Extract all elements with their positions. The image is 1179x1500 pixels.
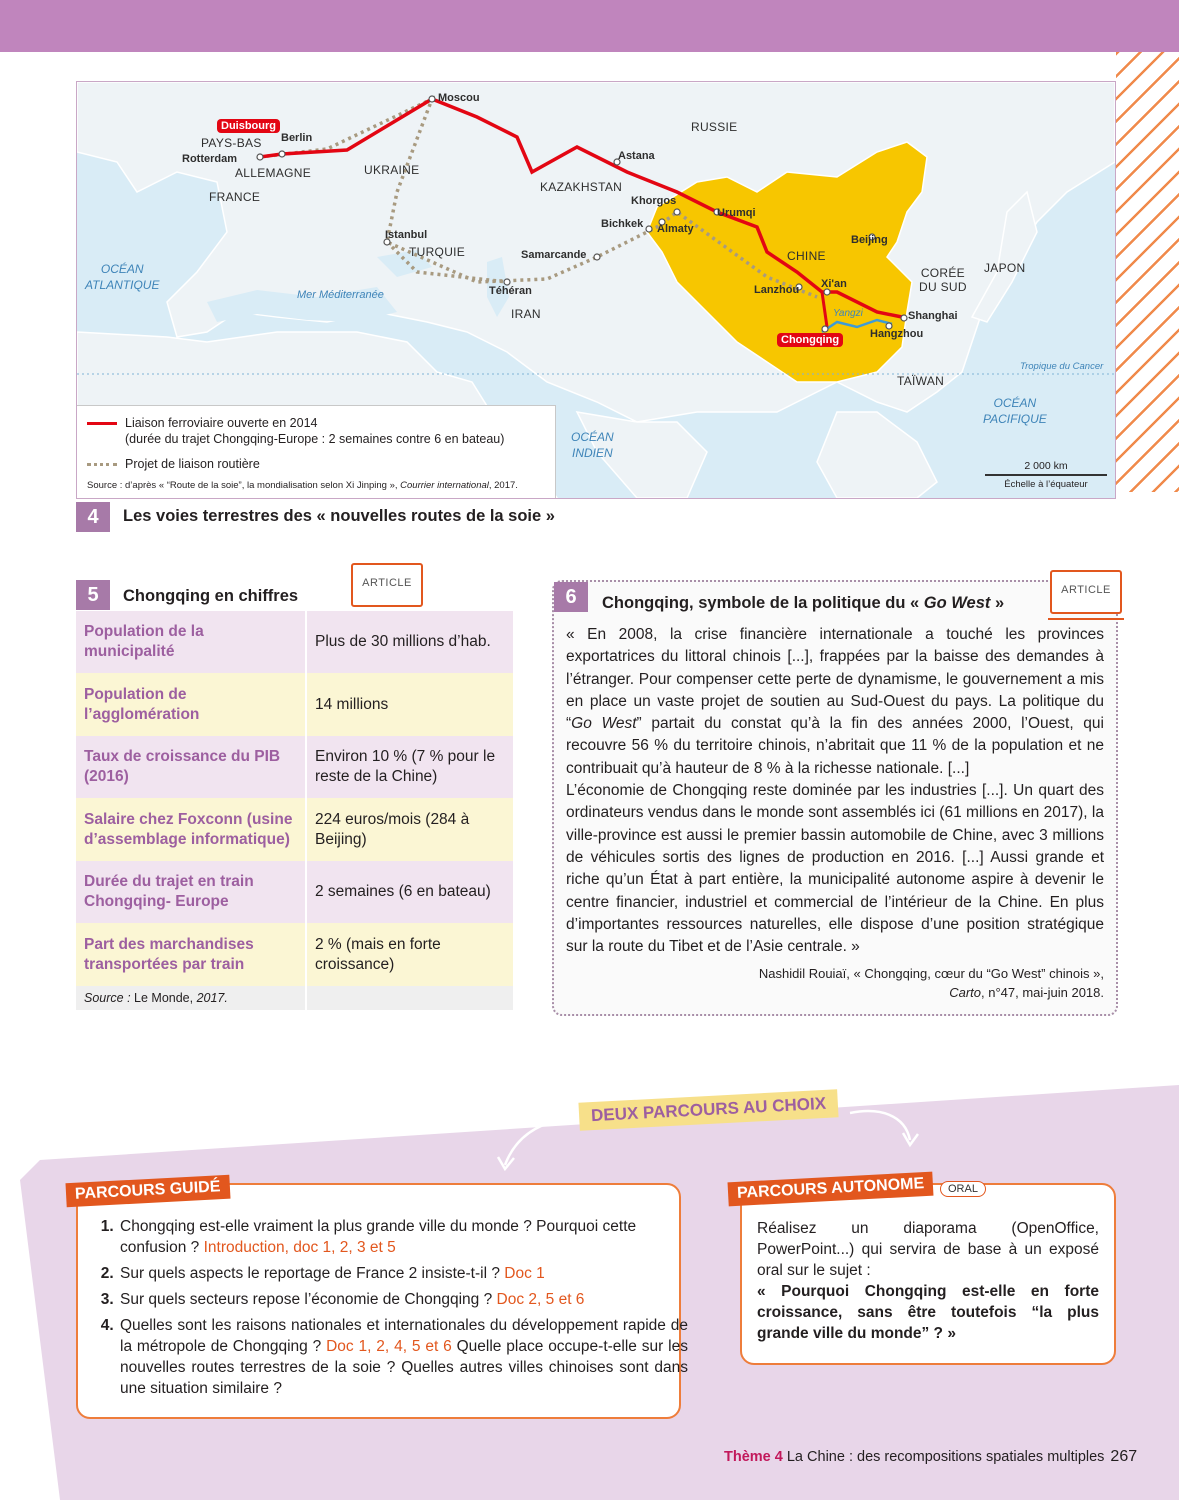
doc6-citation-line2: , n°47, mai-juin 2018. [981, 985, 1104, 1000]
label-xian: Xi'an [821, 278, 847, 290]
doc6-text [566, 624, 1104, 958]
doc6-number: 6 [554, 582, 588, 612]
city-point-chongqing [822, 326, 828, 332]
scale-note: Échelle à l’équateur [1004, 479, 1088, 490]
doc6-paragraph-1-end: ” partait du constat qu’à la fin des années 2000, l’Ouest, qui recouvre 56 % du territoire chinois, n’abritait que 11 % de la population et ne contribuait qu’à hauteur de 8 % à la richesse nationale. [...] [566, 715, 1104, 777]
table-source-text: Le Monde, [130, 991, 197, 1005]
label-istanbul: Istanbul [385, 229, 428, 241]
legend-road-swatch [87, 463, 117, 466]
label-coree: CORÉE DU SUD [919, 266, 967, 294]
table-row [76, 923, 513, 986]
label-lanzhou: Lanzhou [754, 284, 800, 296]
autonomous-path-tab: PARCOURS AUTONOME [728, 1172, 934, 1207]
label-astana: Astana [618, 150, 655, 162]
doc6-paragraph-2: L’économie de Chongqing reste dominée par les industries [...]. Un quart des ordinateurs vendus dans le monde sont assemblés ici (61 millions en 2017), la ville-province est aussi le premier bassin automobile de Chine, avec 3 millions de véhicules sortis des lignes de production en 2016. [...] Aussi grande et riche qu’un État à part entière, la municipalité autonome aspire à devenir le centre financier, industriel et commercial de l’intérieur de la Chine. En plus d’importantes ressources naturelles, elle dispose d’une position stratégique sur la route du Tibet et de l’Asie centrale. » [566, 782, 1104, 956]
duisbourg-highlight: Duisbourg [217, 119, 280, 133]
two-paths-title: DEUX PARCOURS AU CHOIX [578, 1089, 838, 1131]
doc4-title: Les voies terrestres des « nouvelles routes de la soie » [123, 507, 555, 525]
label-samarcande: Samarcande [521, 249, 587, 261]
label-chine: CHINE [787, 249, 826, 263]
label-ocean-pacifique: OCÉAN PACIFIQUE [983, 396, 1047, 426]
city-point-berlin [279, 151, 285, 157]
chongqing-stats-table [76, 611, 513, 1010]
doc6-title-suffix: » [990, 594, 1005, 612]
label-teheran: Téhéran [489, 285, 532, 297]
row-value: 2 semaines (6 en bateau) [306, 861, 513, 923]
legend-source-journal: Courrier international [400, 480, 489, 491]
city-point-bichkek [646, 226, 652, 232]
doc4-number: 4 [76, 502, 110, 532]
label-beijing: Beijing [851, 234, 888, 246]
legend-source-prefix: Source : d’après « “Route de la soie”, la mondialisation selon Xi Jinping », [87, 480, 401, 491]
row-value: 2 % (mais en forte croissance) [306, 923, 513, 986]
label-yangzi: Yangzi [833, 308, 863, 319]
autonomous-instruction: Réalisez un diaporama (OpenOffice, PowerPoint...) qui servira de base à un exposé oral sur le sujet : [757, 1220, 1099, 1279]
row-key: Population de la municipalité [76, 611, 306, 673]
legend-rail-detail: (durée du trajet Chongqing-Europe : 2 semaines contre 6 en bateau) [125, 432, 505, 446]
city-point-khorgos [674, 209, 680, 215]
legend-rail-label: Liaison ferroviaire ouverte en 2014 [125, 416, 318, 430]
legend-rail [87, 416, 317, 430]
doc6-title-prefix: Chongqing, symbole de la politique du « [602, 594, 924, 612]
label-taiwan: TAÏWAN [897, 374, 945, 388]
question-text: Sur quels aspects le reportage de France 2 insiste-t-il ? [120, 1265, 505, 1282]
map-scale [985, 460, 1107, 490]
question-ref: Doc 1 [504, 1265, 545, 1282]
table-row [76, 861, 513, 923]
list-item [118, 1216, 688, 1258]
doc6-title-em: Go West [923, 594, 991, 612]
table-source-row [76, 986, 513, 1010]
doc6-paragraph-1-em: Go West [571, 715, 637, 733]
label-hangzhou: Hangzhou [870, 328, 924, 340]
row-key: Salaire chez Foxconn (usine d’assemblage informatique) [76, 798, 306, 861]
question-text: Chongqing est-elle vraiment la plus grande ville du monde ? Pourquoi cette confusion ? [120, 1218, 637, 1256]
label-allemagne: ALLEMAGNE [235, 166, 312, 180]
doc6-title [602, 594, 1004, 613]
list-item [118, 1289, 688, 1310]
footer-theme: Thème 4 [724, 1449, 783, 1465]
row-value: Plus de 30 millions d’hab. [306, 611, 513, 673]
top-banner [0, 0, 1179, 52]
label-ukraine: UKRAINE [364, 163, 420, 177]
row-value: 224 euros/mois (284 à Beijing) [306, 798, 513, 861]
row-key: Population de l’agglomération [76, 673, 306, 736]
label-urumqi: Urumqi [717, 207, 756, 219]
label-russie: RUSSIE [691, 120, 738, 134]
label-france: FRANCE [209, 190, 261, 204]
row-key: Taux de croissance du PIB (2016) [76, 736, 306, 798]
label-bichkek: Bichkek [601, 218, 644, 230]
doc6-article-tag: ARTICLE [1050, 570, 1122, 614]
guided-questions [96, 1216, 688, 1404]
legend-road-label: Projet de liaison routière [125, 457, 260, 471]
row-value: Environ 10 % (7 % pour le reste de la Chine) [306, 736, 513, 798]
doc6-citation [584, 964, 1104, 1002]
label-rotterdam: Rotterdam [182, 153, 238, 165]
silk-road-map [76, 81, 1116, 499]
label-ocean-indien: OCÉAN INDIEN [571, 430, 614, 460]
scale-distance: 2 000 km [1024, 460, 1068, 472]
legend-source [87, 480, 518, 491]
doc5-number: 5 [76, 580, 110, 610]
page-footer [724, 1448, 1137, 1466]
list-item [118, 1315, 688, 1399]
city-point-duisbourg [257, 154, 263, 160]
question-text: Sur quels secteurs repose l’économie de Chongqing ? [120, 1291, 497, 1308]
table-source-label: Source : [84, 991, 131, 1005]
city-point-samarcande [594, 254, 600, 260]
question-ref: Doc 1, 2, 4, 5 et 6 [326, 1338, 452, 1355]
label-khorgos: Khorgos [631, 195, 677, 207]
label-duisbourg [217, 120, 280, 132]
map-legend [77, 405, 556, 498]
doc6-paragraph-1: « En 2008, la crise financière internationale a touché les provinces exportatrices du littoral chinois [...], frappées par la baisse des demandes à l’étranger. Pour compenser cette perte de dynamisme, le gouvernement a mis en place un vaste projet de soutien au Sud-Ouest du pays. La politique du “ [566, 626, 1104, 733]
table-row [76, 736, 513, 798]
table-row [76, 798, 513, 861]
label-moscou: Moscou [438, 92, 480, 104]
table-row [76, 611, 513, 673]
land-sea-asia [817, 412, 937, 498]
label-iran: IRAN [511, 307, 541, 321]
table-row [76, 673, 513, 736]
page-number: 267 [1110, 1448, 1138, 1465]
autonomous-text [757, 1218, 1099, 1344]
legend-source-suffix: , 2017. [488, 480, 518, 491]
city-point-moscou [429, 96, 435, 102]
table-source-empty [306, 986, 513, 1010]
autonomous-subject: « Pourquoi Chongqing est-elle en forte croissance, sans être toutefois “la plus grande ville du monde” ? » [757, 1283, 1099, 1342]
label-turquie: TURQUIE [409, 245, 466, 259]
guided-path-tab: PARCOURS GUIDÉ [65, 1175, 230, 1208]
question-text: Quelles sont les raisons nationales et internationales du développement rapide de la métropole de Chongqing ? [120, 1317, 688, 1355]
question-text-continued: Quelle place occupe-t-elle sur les nouvelles routes terrestres de la soie ? Quelles autres villes chinoises sont dans une situation similaire ? [120, 1338, 688, 1397]
label-berlin: Berlin [281, 132, 313, 144]
label-japon: JAPON [984, 261, 1026, 275]
scale-bar [985, 474, 1107, 476]
table-source [76, 986, 306, 1010]
row-key: Part des marchandises transportées par train [76, 923, 306, 986]
doc6-citation-journal: Carto [949, 985, 981, 1000]
label-chongqing [777, 334, 843, 346]
label-paysbas: PAYS-BAS [201, 136, 262, 150]
row-key: Durée du trajet en train Chongqing- Europe [76, 861, 306, 923]
doc5-title: Chongqing en chiffres [123, 587, 299, 605]
doc6-citation-line1: Nashidil Rouiaï, « Chongqing, cœur du “Go West” chinois », [758, 966, 1104, 981]
list-item [118, 1263, 688, 1284]
label-tropique: Tropique du Cancer [1020, 361, 1104, 372]
question-ref: Introduction, doc 1, 2, 3 et 5 [203, 1239, 396, 1256]
legend-road [87, 457, 260, 471]
doc6-article-box [552, 580, 1118, 1016]
row-value: 14 millions [306, 673, 513, 736]
legend-rail-swatch [87, 422, 117, 425]
label-almaty: Almaty [657, 223, 694, 235]
footer-title: La Chine : des recompositions spatiales multiples [782, 1449, 1105, 1465]
question-ref: Doc 2, 5 et 6 [496, 1291, 585, 1308]
label-kazakhstan: KAZAKHSTAN [540, 180, 623, 194]
chongqing-highlight: Chongqing [777, 333, 843, 347]
table-source-year: 2017. [196, 991, 228, 1005]
label-shanghai: Shanghai [908, 310, 958, 322]
label-ocean-atlantique: OCÉAN ATLANTIQUE [85, 262, 160, 292]
oral-badge: ORAL [940, 1181, 986, 1197]
decorative-hatching [1116, 52, 1179, 492]
label-mer-mediterranee: Mer Méditerranée [297, 289, 384, 301]
doc5-article-tag: ARTICLE [351, 563, 423, 607]
city-point-shanghai [901, 315, 907, 321]
